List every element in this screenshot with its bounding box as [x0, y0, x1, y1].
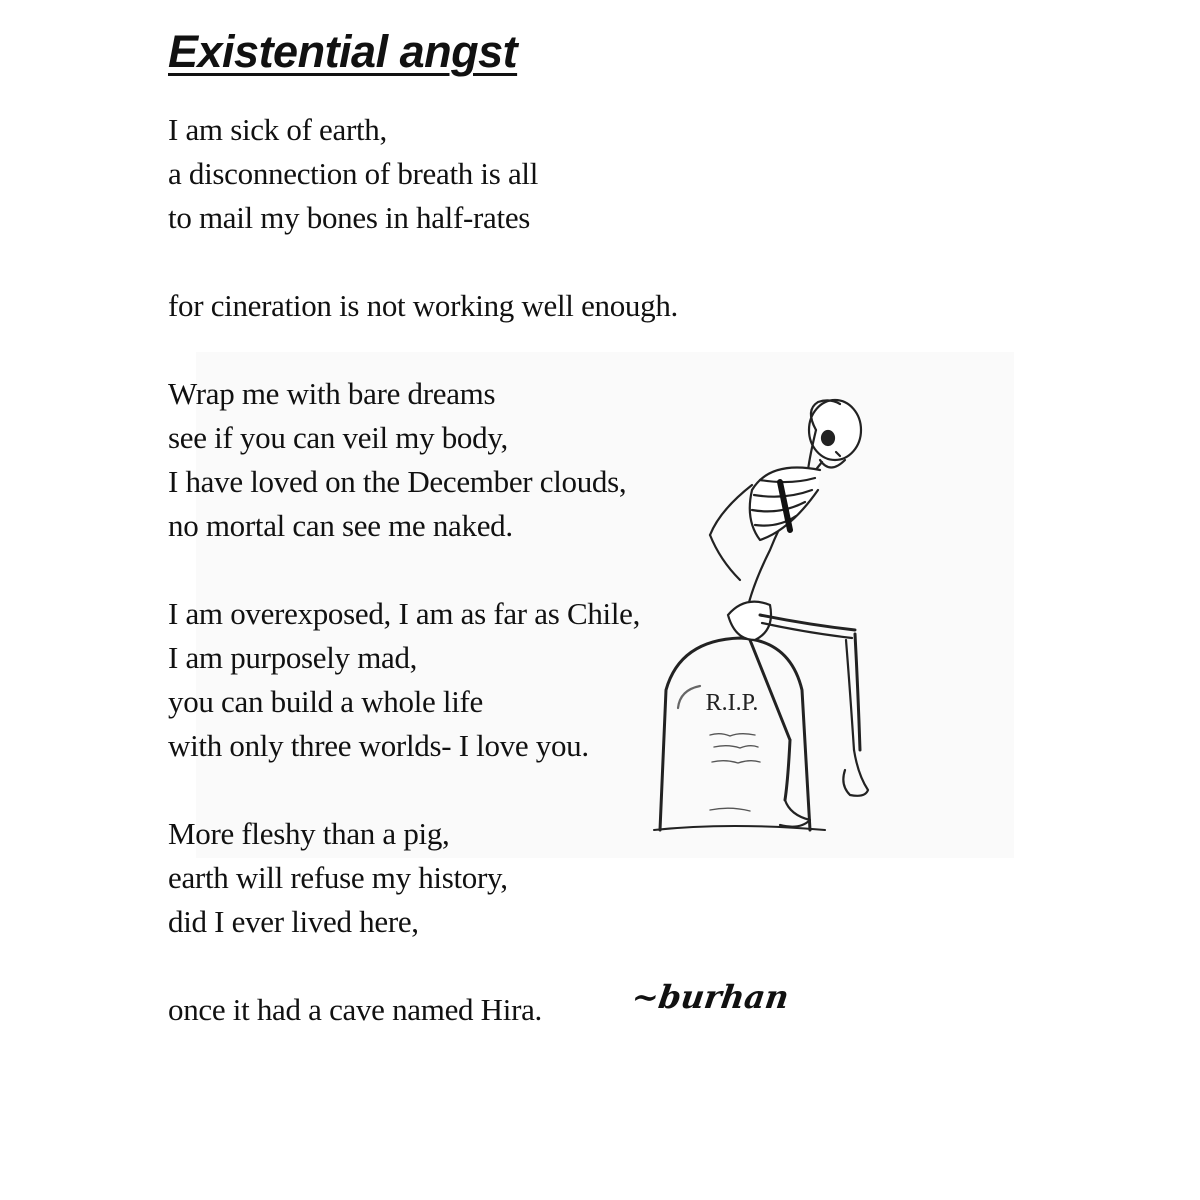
poem-line: I have loved on the December clouds, — [168, 464, 627, 499]
poem-title: Existential angst — [168, 26, 518, 77]
poem-line: Wrap me with bare dreams — [168, 376, 496, 411]
poem-line: I am purposely mad, — [168, 640, 418, 675]
poem-line: did I ever lived here, — [168, 904, 419, 939]
poem-body — [168, 108, 788, 1076]
stanza — [168, 108, 788, 240]
stanza — [168, 372, 788, 548]
poem-line: to mail my bones in half-rates — [168, 200, 531, 235]
poem-line: earth will refuse my history, — [168, 860, 508, 895]
poem-line: More fleshy than a pig, — [168, 816, 450, 851]
poem-line: see if you can veil my body, — [168, 420, 508, 455]
poem-line: I am sick of earth, — [168, 112, 387, 147]
stanza — [168, 284, 788, 328]
poem-line: no mortal can see me naked. — [168, 508, 513, 543]
stanza — [168, 592, 788, 768]
gravestone-rip-text: R.I.P. — [705, 690, 759, 716]
stanza — [168, 812, 788, 944]
poem-line: once it had a cave named Hira. — [168, 992, 543, 1027]
author-signature: ~burhan — [629, 978, 792, 1016]
poem-line: a disconnection of breath is all — [168, 156, 539, 191]
poem-line: with only three worlds- I love you. — [168, 728, 589, 763]
poem-line: you can build a whole life — [168, 684, 484, 719]
poem-line: for cineration is not working well enough. — [168, 288, 678, 323]
poem-line: I am overexposed, I am as far as Chile, — [168, 596, 641, 631]
